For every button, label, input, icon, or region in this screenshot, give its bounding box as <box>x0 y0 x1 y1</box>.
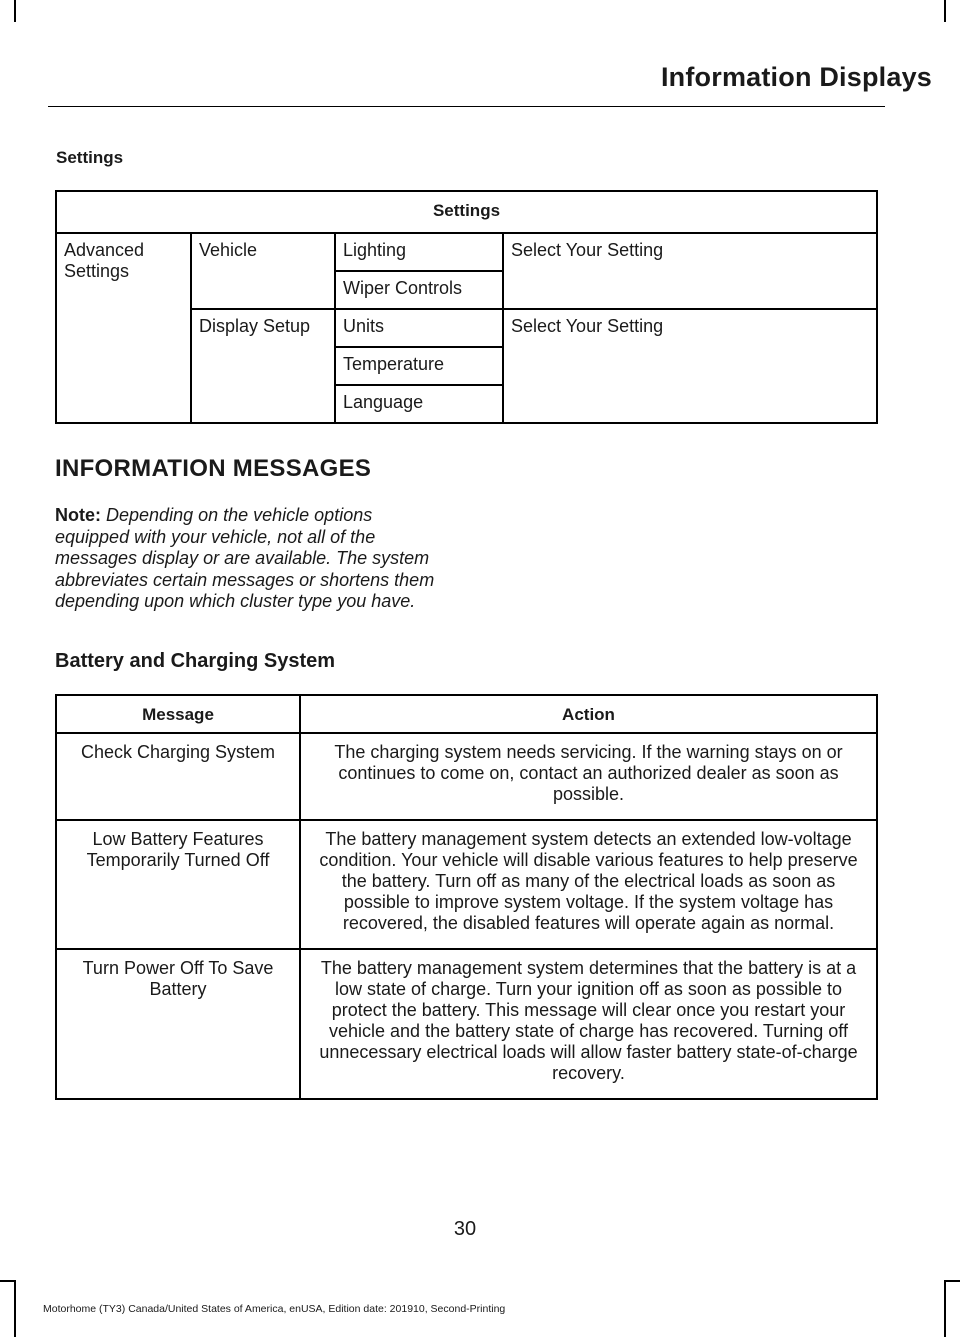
table-row <box>56 733 877 820</box>
note-label: Note: <box>55 505 101 525</box>
note-text: Depending on the vehicle options equipped with your vehicle, not all of the messages display or are available. The system abbreviates certain messages or shortens them depending upon which cluster type you have. <box>55 505 435 611</box>
setting-item: Units <box>335 309 503 347</box>
settings-group-cell: Advanced Settings <box>56 233 191 423</box>
action-cell: The battery management system detects an extended low-voltage condition. Your vehicle will disable various features to help preserve the battery. Turn off as many of the electrical loads as soon as possible to improve system voltage. If the system voltage has recovered, the disabled features will operate again as normal. <box>300 820 877 949</box>
setting-action: Select Your Setting <box>503 309 877 423</box>
crop-mark-top-right <box>944 0 946 22</box>
table-row <box>56 233 877 271</box>
column-header-message: Message <box>56 695 300 733</box>
setting-item: Lighting <box>335 233 503 271</box>
message-cell: Low Battery Features Temporarily Turned Off <box>56 820 300 949</box>
battery-heading: Battery and Charging System <box>55 650 336 672</box>
column-header-action: Action <box>300 695 877 733</box>
display-setup-cell: Display Setup <box>191 309 335 423</box>
note-paragraph <box>55 505 435 613</box>
crop-mark-top-left <box>14 0 16 22</box>
page-title: Information Displays <box>660 62 932 92</box>
page-number: 30 <box>453 1218 477 1240</box>
action-cell: The charging system needs servicing. If the warning stays on or continues to come on, contact an authorized dealer as soon as possible. <box>300 733 877 820</box>
table-row <box>56 949 877 1099</box>
message-cell: Turn Power Off To Save Battery <box>56 949 300 1099</box>
crop-mark-bottom-left-h <box>0 1280 16 1282</box>
setting-item: Temperature <box>335 347 503 385</box>
crop-mark-bottom-right-h <box>944 1280 960 1282</box>
settings-table-header: Settings <box>56 191 877 233</box>
information-messages-heading: INFORMATION MESSAGES <box>55 455 372 482</box>
settings-heading: Settings <box>56 148 124 167</box>
crop-mark-bottom-right <box>944 1280 946 1337</box>
action-cell: The battery management system determines that the battery is at a low state of charge. Turn your ignition off as soon as possible to protect the battery. This message will clear once you restart your vehicle and the battery state of charge has recovered. Turning off unnecessary electrical loads will allow faster battery state-of-charge recovery. <box>300 949 877 1099</box>
battery-table <box>55 694 878 1100</box>
setting-action: Select Your Setting <box>503 233 877 309</box>
settings-table-header-row <box>56 191 877 233</box>
message-cell: Check Charging System <box>56 733 300 820</box>
crop-mark-bottom-left <box>14 1280 16 1337</box>
settings-table <box>55 190 878 424</box>
setting-item: Wiper Controls <box>335 271 503 309</box>
footer-text: Motorhome (TY3) Canada/United States of America, enUSA, Edition date: 201910, Second-Printing <box>43 1303 506 1315</box>
setting-item: Language <box>335 385 503 423</box>
table-row <box>56 820 877 949</box>
vehicle-cell: Vehicle <box>191 233 335 309</box>
header-divider <box>48 106 885 107</box>
battery-table-header-row <box>56 695 877 733</box>
